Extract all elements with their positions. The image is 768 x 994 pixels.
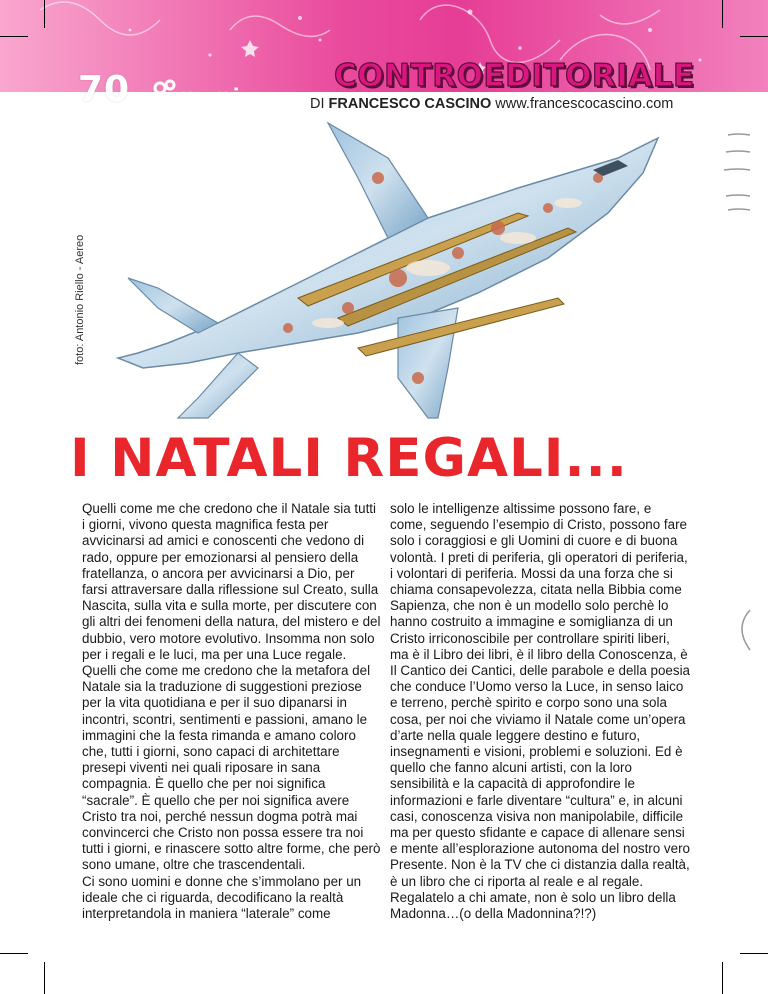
byline-prefix: DI bbox=[310, 96, 325, 112]
crop-mark-bottom-left-v bbox=[44, 962, 45, 994]
magazine-logo-text: mymi bbox=[175, 84, 241, 108]
page-number: 70 bbox=[78, 69, 131, 110]
crop-mark-bottom-right-v bbox=[722, 962, 723, 994]
paragraph: Ci sono uomini e donne che s’immolano per un ideale che ci riguarda, decodificano la realtà interpretandola in maniera “laterale” come bbox=[82, 873, 362, 922]
crop-mark-top-left-v bbox=[44, 0, 45, 28]
fighter-jet-illustration-icon bbox=[98, 118, 698, 438]
paragraph: Quelli come me che credono che il Natale sia tutti i giorni, vivono questa magnifica festa per avvicinarsi ad amici e conoscenti che vedono di rado, oppure per emozionarsi al pensiero della fratellanza, o ancora per avvicinarsi a Dio, per farsi attraversare dalla riflessione sul Creato, sulla Nascita, sulla vita e sulla morte, per discutere con gli altri dei fenomeni della natura, del mistero e del dubbio, vero motore evolutivo. Insomma non solo per i regali e le luci, ma per una Luce regale. Quelli che come me credono che la metafora del Natale sia la traduzione di suggestioni preziose per la vita quotidiana e per il suo dipanarsi in incontri, scontri, sentimenti e passioni, amano le immagini che la festa rimanda e amano coloro che, tutti i giorni, sono capaci di architettare presepi viventi nei quali riposare in sana compagnia. È quello che per noi significa “sacrale”. È quello che per noi significa avere Cristo tra noi, perché nessun dogma potrà mai convincerci che Cristo non possa essere tra noi tutti i giorni, e rinascere sotto altre forme, che però sono umane, oltre che trascendentali. bbox=[82, 501, 381, 873]
section-title: CONTROEDITORIALE bbox=[334, 58, 695, 94]
crop-mark-bottom-left-h bbox=[0, 953, 28, 954]
author-website: www.francescocascino.com bbox=[495, 96, 674, 112]
photo-credit: foto: Antonio Riello - Aereo bbox=[74, 234, 86, 365]
crop-mark-top-right-v bbox=[722, 0, 723, 28]
crop-mark-top-right-h bbox=[740, 36, 768, 37]
paragraph: solo le intelligenze altissime possono fare, e come, seguendo l’esempio di Cristo, possono fare solo i coraggiosi e gli Uomini di cuore e di buona volontà. I preti di periferia, gli operatori di periferia, i volontari di periferia. Mossi da una forza che si chiama consapevolezza, citata nella Bibbia come Sapienza, che non è un modello solo perchè lo hanno costruito a immagine e somiglianza di un Cristo irriconoscibile per controllare spiriti liberi, ma è il Libro dei libri, è il libro della Conoscenza, è Il Cantico dei Cantici, delle parabole e della poesia che conduce l’Uomo verso la Luce, in senso laico e terreno, perchè spirito e corpo sono una sola cosa, per noi che viviamo il Natale come un’opera d’arte nella quale leggere destino e futuro, insegnamenti e visioni, problemi e soluzioni. Ed è quello che fanno alcuni artisti, con la loro sensibilità e la capacità di approfondire le informazioni e farle diventare “cultura” e, in alcuni casi, conoscenza visiva non manipolabile, difficile ma per questo sfidante e capace di allenare sensi e mente all’esplorazione autonoma del nostro vero Presente. Non è la TV che ci distanzia dalla realtà, è un libro che ci riporta al reale e al regale. Regalatelo a chi amate, non è solo un libro della Madonna…(o della Madonnina?!?) bbox=[390, 501, 690, 922]
crop-mark-bottom-right-h bbox=[740, 953, 768, 954]
byline bbox=[310, 96, 673, 112]
page-edge-marks-icon bbox=[700, 130, 760, 220]
author-name: FRANCESCO CASCINO bbox=[328, 96, 492, 112]
crop-mark-top-left-h bbox=[0, 36, 28, 37]
page-edge-curl-icon bbox=[726, 600, 756, 660]
article-headline: I NATALI REGALI... bbox=[70, 428, 628, 489]
article-column-left bbox=[82, 501, 382, 922]
article-column-right bbox=[390, 501, 690, 922]
